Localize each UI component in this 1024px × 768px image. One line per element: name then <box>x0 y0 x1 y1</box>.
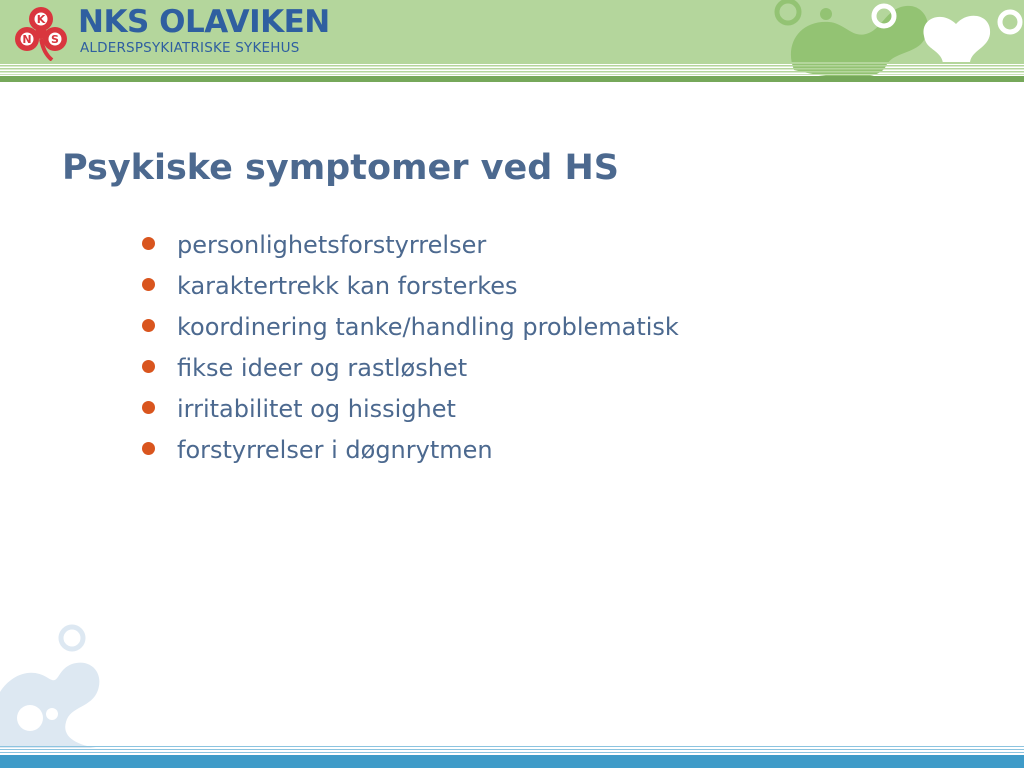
logo-letter-s: S <box>51 33 59 46</box>
bullet-item <box>140 348 679 389</box>
bullet-text: fikse ideer og rastløshet <box>177 354 468 382</box>
bullet-text: personlighetsforstyrrelser <box>177 231 487 259</box>
nks-clover-logo <box>12 5 70 61</box>
slide-title: Psykiske symptomer ved HS <box>62 148 619 188</box>
bullet-text: forstyrrelser i døgnrytmen <box>177 436 493 464</box>
bullet-dot-icon <box>142 360 155 373</box>
bullet-list <box>140 225 679 471</box>
bullet-text: koordinering tanke/handling problematisk <box>177 313 679 341</box>
header-band <box>0 0 1024 62</box>
bullet-item <box>140 266 679 307</box>
logo-letter-k: K <box>36 13 46 26</box>
bullet-item <box>140 225 679 266</box>
bullet-item <box>140 389 679 430</box>
bullet-dot-icon <box>142 278 155 291</box>
org-subtitle: ALDERSPSYKIATRISKE SYKEHUS <box>80 40 300 56</box>
bullet-dot-icon <box>142 401 155 414</box>
org-name: NKS OLAVIKEN <box>78 4 330 40</box>
bullet-text: irritabilitet og hissighet <box>177 395 456 423</box>
logo-letter-n: N <box>22 33 32 46</box>
bullet-item <box>140 307 679 348</box>
header-stripes <box>0 62 1024 84</box>
bullet-dot-icon <box>142 237 155 250</box>
bullet-text: karaktertrekk kan forsterkes <box>177 272 518 300</box>
bullet-dot-icon <box>142 442 155 455</box>
footer-decoration <box>0 622 120 752</box>
footer-stripes <box>0 746 1024 768</box>
bullet-item <box>140 430 679 471</box>
bullet-dot-icon <box>142 319 155 332</box>
